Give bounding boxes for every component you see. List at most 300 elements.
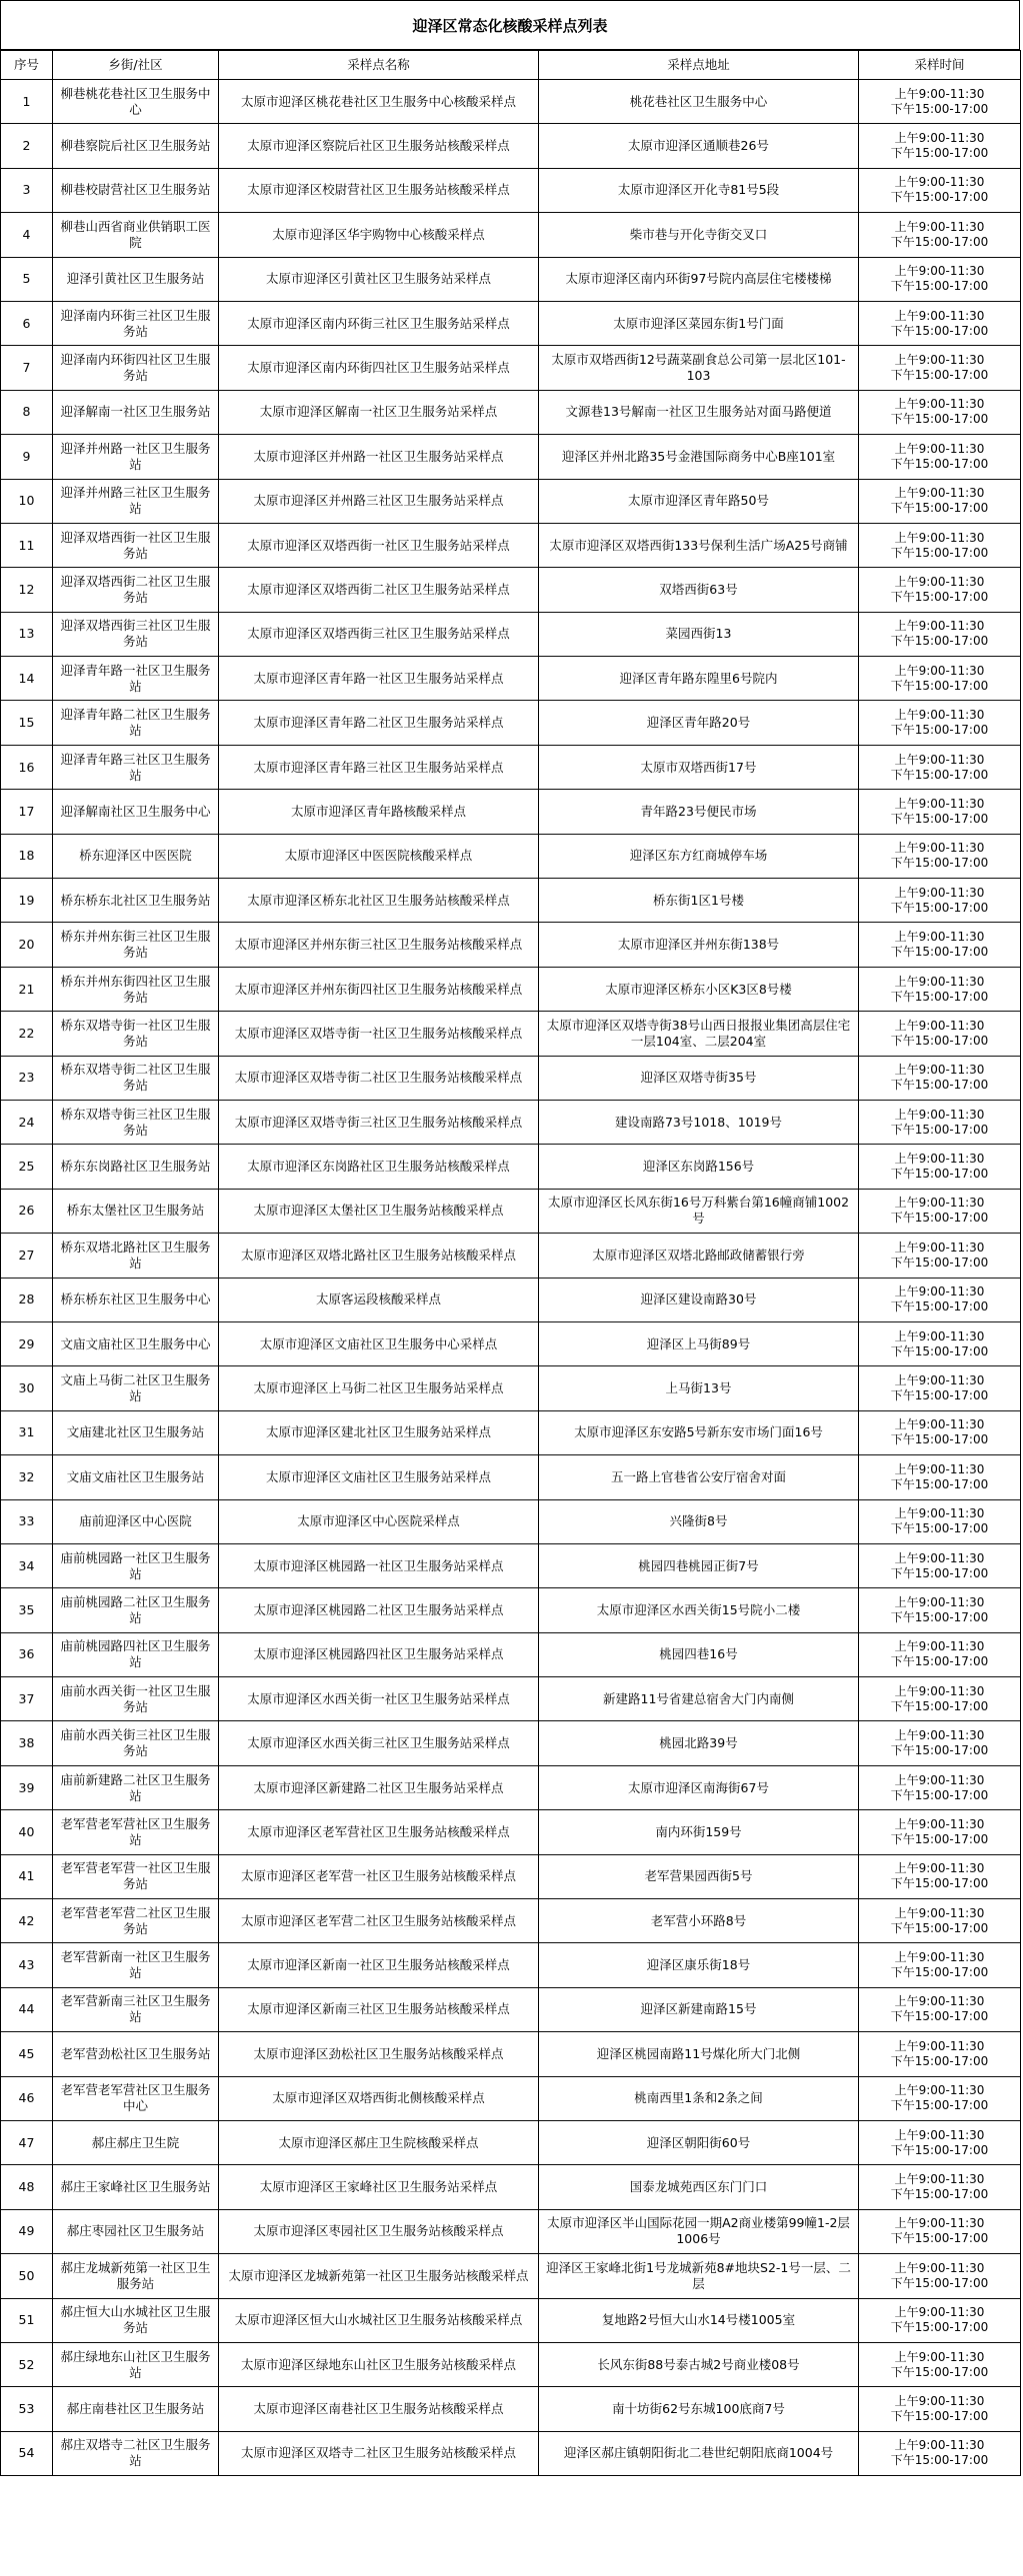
- row-index: 8: [1, 390, 53, 434]
- row-site-address: 迎泽区王家峰北街1号龙城新苑8#地块S2-1号一层、二层: [539, 2254, 859, 2298]
- row-site-name: 太原市迎泽区桃花巷社区卫生服务中心核酸采样点: [219, 80, 539, 124]
- row-community: 迎泽南内环街四社区卫生服务站: [53, 346, 219, 390]
- time-afternoon: 下午15:00-17:00: [890, 1920, 989, 1935]
- row-site-name: 太原市迎泽区老军营二社区卫生服务站核酸采样点: [219, 1899, 539, 1943]
- row-community: 庙前水西关街三社区卫生服务站: [53, 1721, 219, 1765]
- row-index: 26: [1, 1189, 53, 1233]
- time-afternoon: 下午15:00-17:00: [890, 900, 989, 915]
- table-row: [1, 2254, 1021, 2298]
- table-row: [1, 1455, 1021, 1499]
- row-index: 54: [1, 2431, 53, 2475]
- table-row: [1, 1765, 1021, 1809]
- row-sampling-time: [859, 1321, 1021, 1365]
- table-row: [1, 479, 1021, 523]
- row-index: 17: [1, 790, 53, 834]
- row-index: 16: [1, 745, 53, 789]
- row-sampling-time: [859, 80, 1021, 124]
- row-community: 柳巷校尉营社区卫生服务站: [53, 168, 219, 212]
- row-site-address: 太原市迎泽区开化寺81号5段: [539, 168, 859, 212]
- row-site-address: 国泰龙城苑西区东门门口: [539, 2165, 859, 2209]
- table-row: [1, 701, 1021, 745]
- row-index: 31: [1, 1410, 53, 1454]
- row-community: 迎泽解南社区卫生服务中心: [53, 790, 219, 834]
- time-morning: 上午9:00-11:30: [894, 397, 985, 412]
- time-afternoon: 下午15:00-17:00: [890, 2009, 989, 2024]
- row-index: 45: [1, 2032, 53, 2076]
- row-sampling-time: [859, 657, 1021, 701]
- time-morning: 上午9:00-11:30: [894, 1373, 985, 1388]
- row-index: 9: [1, 435, 53, 479]
- row-index: 40: [1, 1810, 53, 1854]
- row-index: 53: [1, 2387, 53, 2431]
- row-community: 文庙建北社区卫生服务站: [53, 1410, 219, 1454]
- row-site-name: 太原市迎泽区劲松社区卫生服务站核酸采样点: [219, 2032, 539, 2076]
- row-community: 迎泽青年路三社区卫生服务站: [53, 745, 219, 789]
- row-site-name: 太原市迎泽区校尉营社区卫生服务站核酸采样点: [219, 168, 539, 212]
- time-afternoon: 下午15:00-17:00: [890, 2142, 989, 2157]
- time-morning: 上午9:00-11:30: [894, 2438, 985, 2453]
- row-site-address: 太原市迎泽区双塔西街133号保利生活广场A25号商铺: [539, 523, 859, 567]
- row-sampling-time: [859, 967, 1021, 1011]
- time-morning: 上午9:00-11:30: [894, 1196, 985, 1211]
- row-site-name: 太原市迎泽区解南一社区卫生服务站采样点: [219, 390, 539, 434]
- table-row: [1, 124, 1021, 168]
- table-row: [1, 168, 1021, 212]
- time-morning: 上午9:00-11:30: [894, 486, 985, 501]
- row-sampling-time: [859, 2342, 1021, 2386]
- row-site-name: 太原市迎泽区绿地东山社区卫生服务站核酸采样点: [219, 2342, 539, 2386]
- row-index: 38: [1, 1721, 53, 1765]
- row-site-name: 太原市迎泽区察院后社区卫生服务站核酸采样点: [219, 124, 539, 168]
- time-morning: 上午9:00-11:30: [894, 264, 985, 279]
- time-morning: 上午9:00-11:30: [894, 2127, 985, 2142]
- time-morning: 上午9:00-11:30: [894, 974, 985, 989]
- time-morning: 上午9:00-11:30: [894, 796, 985, 811]
- row-sampling-time: [859, 390, 1021, 434]
- time-afternoon: 下午15:00-17:00: [890, 234, 989, 249]
- row-site-name: 太原市迎泽区双塔北路社区卫生服务站核酸采样点: [219, 1234, 539, 1278]
- row-site-name: 太原市迎泽区青年路二社区卫生服务站采样点: [219, 701, 539, 745]
- row-site-address: 迎泽区东方红商城停车场: [539, 834, 859, 878]
- table-row: [1, 346, 1021, 390]
- row-community: 桥东双塔寺街二社区卫生服务站: [53, 1056, 219, 1100]
- time-afternoon: 下午15:00-17:00: [890, 279, 989, 294]
- row-site-name: 太原市迎泽区南巷社区卫生服务站核酸采样点: [219, 2387, 539, 2431]
- row-sampling-time: [859, 2032, 1021, 2076]
- row-index: 5: [1, 257, 53, 301]
- row-index: 48: [1, 2165, 53, 2209]
- row-community: 迎泽双塔西街一社区卫生服务站: [53, 523, 219, 567]
- row-sampling-time: [859, 1765, 1021, 1809]
- time-afternoon: 下午15:00-17:00: [890, 1255, 989, 1270]
- row-sampling-time: [859, 2209, 1021, 2253]
- row-sampling-time: [859, 1499, 1021, 1543]
- table-row: [1, 834, 1021, 878]
- row-site-name: 太原市迎泽区并州东街四社区卫生服务站核酸采样点: [219, 967, 539, 1011]
- table-row: [1, 612, 1021, 656]
- time-afternoon: 下午15:00-17:00: [890, 1965, 989, 1980]
- time-afternoon: 下午15:00-17:00: [890, 2409, 989, 2423]
- table-row: [1, 1056, 1021, 1100]
- row-community: 柳巷桃花巷社区卫生服务中心: [53, 80, 219, 124]
- row-index: 51: [1, 2298, 53, 2342]
- row-site-name: 太原客运段核酸采样点: [219, 1278, 539, 1321]
- time-morning: 上午9:00-11:30: [894, 86, 985, 101]
- row-sampling-time: [859, 1854, 1021, 1898]
- row-index: 12: [1, 568, 53, 612]
- row-sampling-time: [859, 257, 1021, 301]
- row-index: 23: [1, 1056, 53, 1100]
- time-afternoon: 下午15:00-17:00: [890, 1831, 989, 1846]
- time-morning: 上午9:00-11:30: [894, 131, 985, 146]
- row-index: 22: [1, 1012, 53, 1056]
- row-site-address: 兴隆街8号: [539, 1499, 859, 1543]
- time-morning: 上午9:00-11:30: [894, 2305, 985, 2320]
- row-index: 19: [1, 879, 53, 923]
- row-sampling-time: [859, 1234, 1021, 1278]
- row-sampling-time: [859, 2387, 1021, 2431]
- row-sampling-time: [859, 1410, 1021, 1454]
- row-sampling-time: [859, 435, 1021, 479]
- time-morning: 上午9:00-11:30: [894, 1950, 985, 1965]
- time-afternoon: 下午15:00-17:00: [890, 589, 989, 604]
- row-sampling-time: [859, 1278, 1021, 1321]
- row-site-name: 太原市迎泽区双塔寺二社区卫生服务站核酸采样点: [219, 2431, 539, 2475]
- time-afternoon: 下午15:00-17:00: [890, 989, 989, 1004]
- time-morning: 上午9:00-11:30: [894, 353, 985, 368]
- time-morning: 上午9:00-11:30: [894, 841, 985, 856]
- row-community: 柳巷察院后社区卫生服务站: [53, 124, 219, 168]
- row-site-name: 太原市迎泽区双塔寺街一社区卫生服务站核酸采样点: [219, 1012, 539, 1056]
- row-site-name: 太原市迎泽区南内环街四社区卫生服务站采样点: [219, 346, 539, 390]
- row-site-address: 太原市迎泽区南内环街97号院内高层住宅楼楼梯: [539, 257, 859, 301]
- header-index: 序号: [1, 51, 53, 80]
- row-site-address: 太原市迎泽区青年路50号: [539, 479, 859, 523]
- row-community: 迎泽并州路三社区卫生服务站: [53, 479, 219, 523]
- row-community: 老军营劲松社区卫生服务站: [53, 2032, 219, 2076]
- row-index: 35: [1, 1588, 53, 1632]
- row-site-address: 迎泽区建设南路30号: [539, 1278, 859, 1321]
- table-row: [1, 745, 1021, 789]
- row-sampling-time: [859, 1810, 1021, 1854]
- time-afternoon: 下午15:00-17:00: [890, 1609, 989, 1624]
- row-site-name: 太原市迎泽区桃园路一社区卫生服务站采样点: [219, 1543, 539, 1587]
- row-site-name: 太原市迎泽区华宇购物中心核酸采样点: [219, 213, 539, 257]
- time-afternoon: 下午15:00-17:00: [890, 1211, 989, 1226]
- row-community: 郝庄郝庄卫生院: [53, 2120, 219, 2164]
- row-site-name: 太原市迎泽区文庙社区卫生服务站采样点: [219, 1455, 539, 1499]
- table-row: [1, 2342, 1021, 2386]
- table-row: [1, 879, 1021, 923]
- row-site-address: 双塔西街63号: [539, 568, 859, 612]
- table-row: [1, 257, 1021, 301]
- row-site-address: 上马街13号: [539, 1366, 859, 1410]
- table-row: [1, 568, 1021, 612]
- time-morning: 上午9:00-11:30: [894, 1285, 985, 1299]
- time-afternoon: 下午15:00-17:00: [890, 945, 989, 960]
- header-community: 乡街/社区: [53, 51, 219, 80]
- time-morning: 上午9:00-11:30: [894, 1905, 985, 1920]
- row-site-name: 太原市迎泽区引黄社区卫生服务站采样点: [219, 257, 539, 301]
- row-site-address: 太原市双塔西街12号蔬菜副食总公司第一层北区101-103: [539, 346, 859, 390]
- time-morning: 上午9:00-11:30: [894, 2083, 985, 2098]
- row-site-address: 老军营小环路8号: [539, 1899, 859, 1943]
- row-community: 庙前水西关街一社区卫生服务站: [53, 1677, 219, 1721]
- row-site-name: 太原市迎泽区双塔寺街三社区卫生服务站核酸采样点: [219, 1100, 539, 1144]
- row-site-address: 桃南西里1条和2条之间: [539, 2076, 859, 2120]
- row-site-name: 太原市迎泽区王家峰社区卫生服务站采样点: [219, 2165, 539, 2209]
- time-morning: 上午9:00-11:30: [894, 1152, 985, 1167]
- time-afternoon: 下午15:00-17:00: [890, 2275, 989, 2290]
- row-sampling-time: [859, 1721, 1021, 1765]
- time-afternoon: 下午15:00-17:00: [890, 811, 989, 826]
- table-row: [1, 1012, 1021, 1056]
- row-community: 郝庄恒大山水城社区卫生服务站: [53, 2298, 219, 2342]
- time-afternoon: 下午15:00-17:00: [890, 2053, 989, 2068]
- row-community: 迎泽青年路二社区卫生服务站: [53, 701, 219, 745]
- row-sampling-time: [859, 1987, 1021, 2031]
- time-morning: 上午9:00-11:30: [894, 885, 985, 900]
- row-index: 47: [1, 2120, 53, 2164]
- table-body: [1, 80, 1021, 2476]
- time-afternoon: 下午15:00-17:00: [890, 2231, 989, 2246]
- row-site-name: 太原市迎泽区水西关街三社区卫生服务站采样点: [219, 1721, 539, 1765]
- time-afternoon: 下午15:00-17:00: [890, 101, 989, 116]
- row-site-name: 太原市迎泽区并州路一社区卫生服务站采样点: [219, 435, 539, 479]
- row-community: 老军营老军营一社区卫生服务站: [53, 1854, 219, 1898]
- row-site-address: 桃园北路39号: [539, 1721, 859, 1765]
- table-row: [1, 1721, 1021, 1765]
- row-sampling-time: [859, 2431, 1021, 2475]
- time-morning: 上午9:00-11:30: [894, 2038, 985, 2053]
- time-afternoon: 下午15:00-17:00: [890, 767, 989, 782]
- row-sampling-time: [859, 2165, 1021, 2209]
- time-morning: 上午9:00-11:30: [894, 1550, 985, 1565]
- row-sampling-time: [859, 790, 1021, 834]
- time-afternoon: 下午15:00-17:00: [890, 856, 989, 871]
- time-morning: 上午9:00-11:30: [894, 752, 985, 767]
- time-morning: 上午9:00-11:30: [894, 1506, 985, 1521]
- time-afternoon: 下午15:00-17:00: [890, 1565, 989, 1580]
- row-community: 桥东东岗路社区卫生服务站: [53, 1145, 219, 1189]
- time-morning: 上午9:00-11:30: [894, 1107, 985, 1122]
- time-morning: 上午9:00-11:30: [894, 175, 985, 190]
- row-index: 25: [1, 1145, 53, 1189]
- time-afternoon: 下午15:00-17:00: [890, 1521, 989, 1536]
- time-morning: 上午9:00-11:30: [894, 1240, 985, 1255]
- row-site-address: 迎泽区康乐街18号: [539, 1943, 859, 1987]
- row-community: 老军营新南一社区卫生服务站: [53, 1943, 219, 1987]
- row-index: 33: [1, 1499, 53, 1543]
- row-site-name: 太原市迎泽区太堡社区卫生服务站核酸采样点: [219, 1189, 539, 1233]
- table-row: [1, 1100, 1021, 1144]
- table-row: [1, 1234, 1021, 1278]
- row-index: 11: [1, 523, 53, 567]
- row-community: 迎泽引黄社区卫生服务站: [53, 257, 219, 301]
- row-sampling-time: [859, 612, 1021, 656]
- row-site-address: 桃园四巷桃园正街7号: [539, 1543, 859, 1587]
- row-community: 迎泽解南一社区卫生服务站: [53, 390, 219, 434]
- time-morning: 上午9:00-11:30: [894, 2216, 985, 2231]
- row-index: 42: [1, 1899, 53, 1943]
- time-afternoon: 下午15:00-17:00: [890, 146, 989, 161]
- row-site-name: 太原市迎泽区新建路二社区卫生服务站采样点: [219, 1765, 539, 1809]
- table-row: [1, 1278, 1021, 1321]
- row-site-name: 太原市迎泽区双塔西街三社区卫生服务站采样点: [219, 612, 539, 656]
- row-site-name: 太原市迎泽区桃园路二社区卫生服务站采样点: [219, 1588, 539, 1632]
- row-sampling-time: [859, 1543, 1021, 1587]
- row-sampling-time: [859, 1455, 1021, 1499]
- time-morning: 上午9:00-11:30: [894, 930, 985, 945]
- row-site-address: 迎泽区双塔寺街35号: [539, 1056, 859, 1100]
- row-community: 桥东桥东社区卫生服务中心: [53, 1278, 219, 1321]
- row-site-address: 桥东街1区1号楼: [539, 879, 859, 923]
- table-row: [1, 523, 1021, 567]
- table-row: [1, 2076, 1021, 2120]
- row-site-address: 太原市迎泽区双塔北路邮政储蓄银行旁: [539, 1234, 859, 1278]
- row-index: 21: [1, 967, 53, 1011]
- row-community: 桥东桥东北社区卫生服务站: [53, 879, 219, 923]
- row-site-address: 建设南路73号1018、1019号: [539, 1100, 859, 1144]
- row-sampling-time: [859, 568, 1021, 612]
- row-sampling-time: [859, 2298, 1021, 2342]
- time-morning: 上午9:00-11:30: [894, 1683, 985, 1698]
- row-site-address: 太原市迎泽区桥东小区K3区8号楼: [539, 967, 859, 1011]
- row-community: 老军营老军营社区卫生服务站: [53, 1810, 219, 1854]
- row-index: 13: [1, 612, 53, 656]
- row-site-name: 太原市迎泽区桥东北社区卫生服务站核酸采样点: [219, 879, 539, 923]
- row-site-address: 迎泽区朝阳街60号: [539, 2120, 859, 2164]
- row-community: 郝庄枣园社区卫生服务站: [53, 2209, 219, 2253]
- table-row: [1, 435, 1021, 479]
- time-afternoon: 下午15:00-17:00: [890, 2320, 989, 2335]
- row-sampling-time: [859, 1189, 1021, 1233]
- row-sampling-time: [859, 523, 1021, 567]
- row-index: 41: [1, 1854, 53, 1898]
- table-row: [1, 657, 1021, 701]
- row-sampling-time: [859, 1632, 1021, 1676]
- table-row: [1, 1943, 1021, 1987]
- row-sampling-time: [859, 479, 1021, 523]
- row-site-address: 太原市双塔西街17号: [539, 745, 859, 789]
- row-site-address: 柴市巷与开化寺街交叉口: [539, 213, 859, 257]
- row-site-name: 太原市迎泽区龙城新苑第一社区卫生服务站核酸采样点: [219, 2254, 539, 2298]
- row-index: 6: [1, 301, 53, 345]
- row-sampling-time: [859, 1366, 1021, 1410]
- time-afternoon: 下午15:00-17:00: [890, 1033, 989, 1048]
- row-index: 20: [1, 923, 53, 967]
- row-sampling-time: [859, 168, 1021, 212]
- row-index: 3: [1, 168, 53, 212]
- row-site-address: 桃花巷社区卫生服务中心: [539, 80, 859, 124]
- row-sampling-time: [859, 834, 1021, 878]
- row-community: 迎泽南内环街三社区卫生服务站: [53, 301, 219, 345]
- row-index: 46: [1, 2076, 53, 2120]
- time-afternoon: 下午15:00-17:00: [890, 1787, 989, 1802]
- table-row: [1, 1588, 1021, 1632]
- time-morning: 上午9:00-11:30: [894, 2172, 985, 2187]
- table-row: [1, 2431, 1021, 2475]
- table-row: [1, 2387, 1021, 2431]
- row-site-name: 太原市迎泽区双塔西街二社区卫生服务站采样点: [219, 568, 539, 612]
- row-index: 43: [1, 1943, 53, 1987]
- time-morning: 上午9:00-11:30: [894, 1728, 985, 1743]
- row-sampling-time: [859, 2120, 1021, 2164]
- time-afternoon: 下午15:00-17:00: [890, 1388, 989, 1403]
- table-row: [1, 2209, 1021, 2253]
- row-site-name: 太原市迎泽区枣园社区卫生服务站核酸采样点: [219, 2209, 539, 2253]
- row-sampling-time: [859, 2254, 1021, 2298]
- row-community: 老军营新南三社区卫生服务站: [53, 1987, 219, 2031]
- time-afternoon: 下午15:00-17:00: [890, 678, 989, 693]
- row-community: 桥东太堡社区卫生服务站: [53, 1189, 219, 1233]
- table-row: [1, 1189, 1021, 1233]
- time-afternoon: 下午15:00-17:00: [890, 1078, 989, 1093]
- row-index: 15: [1, 701, 53, 745]
- time-afternoon: 下午15:00-17:00: [890, 190, 989, 205]
- row-site-name: 太原市迎泽区建北社区卫生服务站采样点: [219, 1410, 539, 1454]
- row-index: 37: [1, 1677, 53, 1721]
- table-row: [1, 301, 1021, 345]
- time-morning: 上午9:00-11:30: [894, 219, 985, 234]
- row-site-address: 太原市迎泽区长风东街16号万科紫台第16幢商铺1002号: [539, 1189, 859, 1233]
- time-afternoon: 下午15:00-17:00: [890, 2364, 989, 2379]
- time-afternoon: 下午15:00-17:00: [890, 723, 989, 738]
- table-row: [1, 390, 1021, 434]
- time-afternoon: 下午15:00-17:00: [890, 1167, 989, 1182]
- row-site-address: 太原市迎泽区并州东街138号: [539, 923, 859, 967]
- row-community: 文庙文庙社区卫生服务中心: [53, 1321, 219, 1365]
- row-community: 庙前桃园路四社区卫生服务站: [53, 1632, 219, 1676]
- row-site-address: 太原市迎泽区南海街67号: [539, 1765, 859, 1809]
- time-morning: 上午9:00-11:30: [894, 1063, 985, 1078]
- table-row: [1, 790, 1021, 834]
- table-row: [1, 80, 1021, 124]
- row-site-address: 菜园西街13: [539, 612, 859, 656]
- time-afternoon: 下午15:00-17:00: [890, 1299, 989, 1314]
- time-afternoon: 下午15:00-17:00: [890, 412, 989, 427]
- row-site-address: 青年路23号便民市场: [539, 790, 859, 834]
- time-afternoon: 下午15:00-17:00: [890, 1654, 989, 1669]
- time-afternoon: 下午15:00-17:00: [890, 1743, 989, 1758]
- row-sampling-time: [859, 1056, 1021, 1100]
- row-site-name: 太原市迎泽区新南一社区卫生服务站核酸采样点: [219, 1943, 539, 1987]
- row-site-address: 迎泽区桃园南路11号煤化所大门北侧: [539, 2032, 859, 2076]
- table-row: [1, 213, 1021, 257]
- time-afternoon: 下午15:00-17:00: [890, 545, 989, 560]
- time-morning: 上午9:00-11:30: [894, 1816, 985, 1831]
- time-afternoon: 下午15:00-17:00: [890, 456, 989, 471]
- row-site-name: 太原市迎泽区青年路核酸采样点: [219, 790, 539, 834]
- row-site-address: 太原市迎泽区通顺巷26号: [539, 124, 859, 168]
- table-row: [1, 1854, 1021, 1898]
- time-morning: 上午9:00-11:30: [894, 1861, 985, 1876]
- row-site-address: 五一路上官巷省公安厅宿舍对面: [539, 1455, 859, 1499]
- table-row: [1, 1677, 1021, 1721]
- row-site-name: 太原市迎泽区双塔寺街二社区卫生服务站核酸采样点: [219, 1056, 539, 1100]
- row-site-address: 文源巷13号解南一社区卫生服务站对面马路便道: [539, 390, 859, 434]
- row-community: 迎泽双塔西街二社区卫生服务站: [53, 568, 219, 612]
- table-row: [1, 1632, 1021, 1676]
- row-site-address: 新建路11号省建总宿舍大门内南侧: [539, 1677, 859, 1721]
- row-community: 桥东并州东街四社区卫生服务站: [53, 967, 219, 1011]
- time-afternoon: 下午15:00-17:00: [890, 1698, 989, 1713]
- row-sampling-time: [859, 1145, 1021, 1189]
- row-index: 24: [1, 1100, 53, 1144]
- table-row: [1, 2032, 1021, 2076]
- row-community: 郝庄双塔寺二社区卫生服务站: [53, 2431, 219, 2475]
- row-index: 10: [1, 479, 53, 523]
